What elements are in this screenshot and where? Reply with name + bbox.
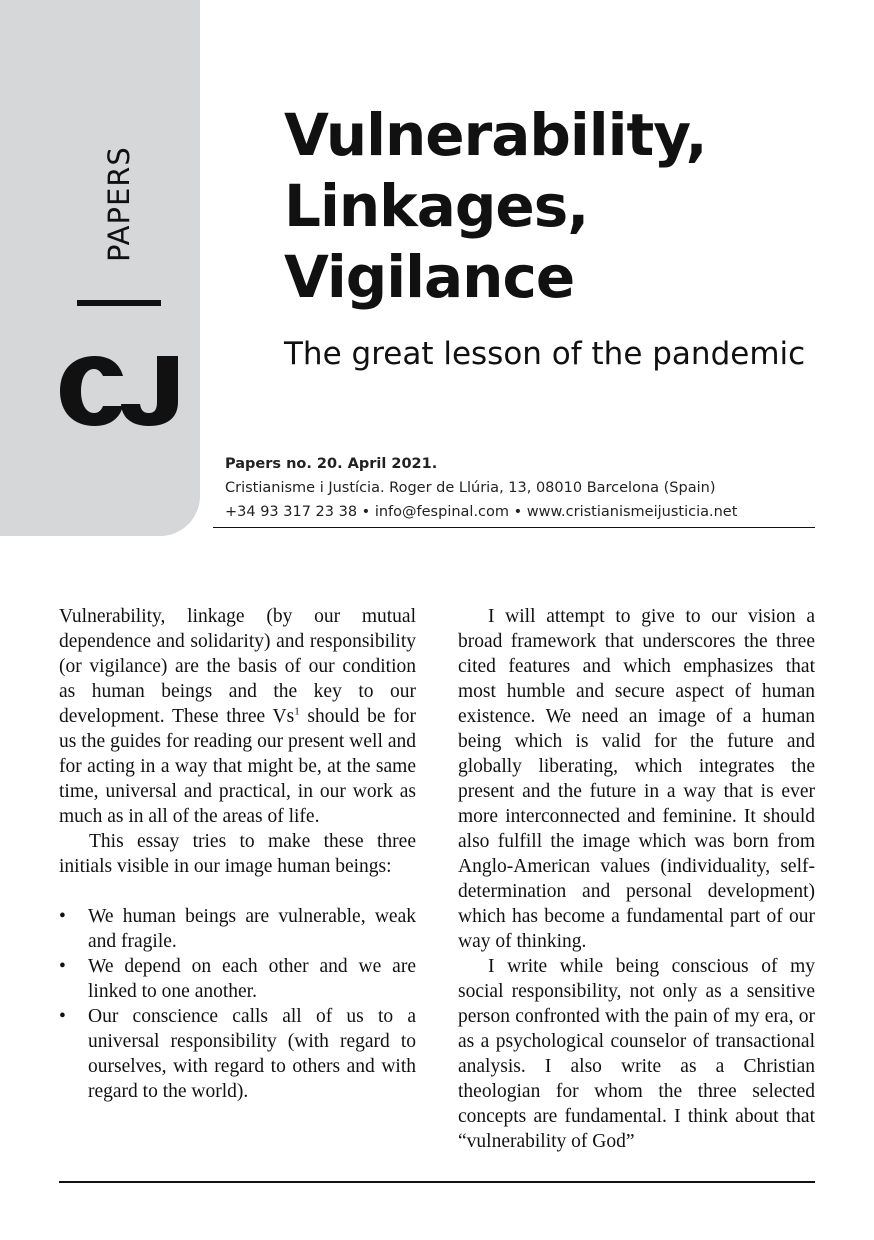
left-column [59,604,416,1104]
footnote-marker: 1 [294,705,300,718]
publisher-contact: +34 93 317 23 38 • info@fespinal.com • www.cristianismeijusticia.net [225,504,738,520]
footer-divider [59,1181,815,1183]
document-title [284,100,844,313]
right-column [458,604,815,1154]
header-divider [213,527,815,528]
paragraph: I will attempt to give to our vision a broad framework that underscores the three cited features and which emphasizes that most humble and secure aspect of human existence. We need an image of a human being which is valid for the future and globally liberating, which integrates the present and the future in a way that is ever more interconnected and feminine. It should also fulfill the image which was born from Anglo-American values (individuality, self-determination and personal development) which has become a fundamental part of our way of thinking. [458,606,815,952]
document-subtitle: The great lesson of the pandemic [284,336,806,372]
title-line: Vulnerability, [284,101,707,169]
sidebar-rule [77,300,161,306]
paragraph: I write while being conscious of my social responsibility, not only as a sensitive person confronted with the pain of my era, or as a psychological counselor of transactional analysis. I also write as a Christian theologian for whom the three selected concepts are fundamental. I think about that “vulnerability of God” [458,956,815,1152]
series-label: PAPERS [102,146,136,262]
bullet-icon: • [59,1006,66,1027]
paragraph: Vulnerability, linkage (by our mutual dependence and solidarity) and responsibility (or vigilance) are the basis of our condition as human beings and the key to our development. These three Vs$^1$ should be for us the guides for reading our present well and for acting in a way that might be, at the same time, universal and practical, in our work as much as in all of the areas of life. [59,606,416,827]
list-item: • Our conscience calls all of us to a universal responsibility (with regard to ourselves, with regard to others and with regard to the world). [59,1006,416,1102]
bullet-icon: • [59,906,66,927]
sidebar-panel [0,0,200,536]
list-item: • We human beings are vulnerable, weak and fragile. [59,906,416,952]
paragraph: This essay tries to make these three initials visible in our image human beings: [59,831,416,877]
bullet-icon: • [59,956,66,977]
title-line: Vigilance [284,243,575,311]
publisher-address: Cristianisme i Justícia. Roger de Llúria, 13, 08010 Barcelona (Spain) [225,480,716,496]
publication-info [225,452,815,524]
logo-letter-c [60,356,123,426]
cj-logo [59,354,179,428]
title-line: Linkages, [284,172,589,240]
list-item: • We depend on each other and we are linked to one another. [59,956,416,1002]
issue-line: Papers no. 20. April 2021. [225,456,438,472]
logo-letter-j [121,356,178,426]
bullet-list [59,904,416,1104]
